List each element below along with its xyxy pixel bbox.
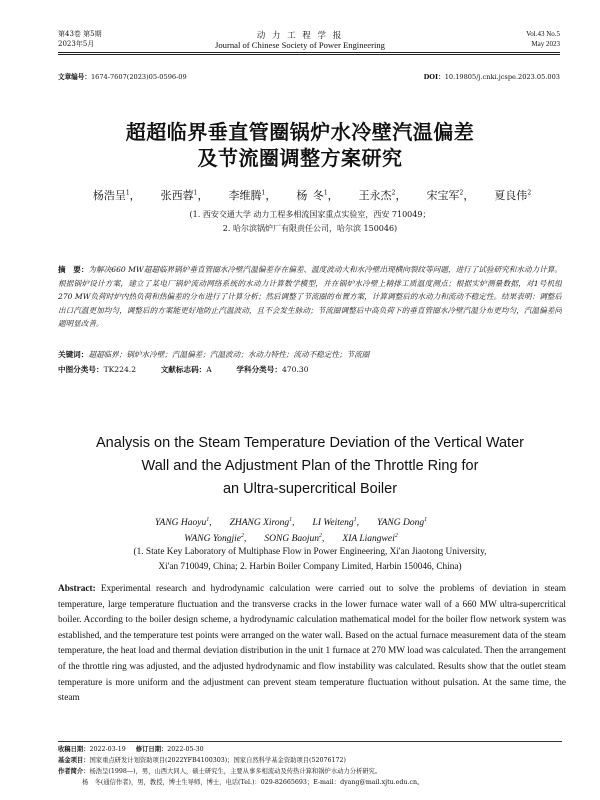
- author-en-name: WANG Yongjie: [184, 534, 242, 545]
- author-en-name: XIA Liangwei: [342, 534, 395, 545]
- author-cn-separator: ，: [327, 189, 339, 202]
- doc-code-value: A: [206, 365, 212, 374]
- author-cn: [359, 189, 407, 202]
- footnote-correspondence: [58, 778, 566, 789]
- author-cn-affil-mark: 2: [459, 189, 464, 197]
- header-date-en: May 2023: [531, 40, 560, 48]
- author-en-affil-mark: 1: [353, 517, 357, 523]
- author-cn-affil-mark: 1: [125, 189, 130, 197]
- classification-cn: [58, 364, 562, 376]
- author-cn-separator: ，: [197, 189, 209, 202]
- abstract-cn: [58, 263, 562, 347]
- author-cn-affil-mark: 2: [391, 189, 396, 197]
- title-en-line1: Analysis on the Steam Temperature Deviation of the Vertical Water: [96, 435, 524, 451]
- keywords-cn: [58, 349, 562, 361]
- header-journal-en: Journal of Chinese Society of Power Engineering: [215, 40, 385, 50]
- author-en: SONG Baojun$^2$,: [264, 533, 325, 545]
- author-en: ZHANG Xirong$^1$,: [229, 517, 295, 529]
- author-en: WANG Yongjie$^2$,: [184, 533, 247, 545]
- doi-value: 10.19805/j.cnki.jcspe.2023.05.003: [444, 73, 560, 81]
- author-cn-separator: ，: [265, 189, 277, 202]
- abstract-en-label: Abstract:: [58, 584, 96, 594]
- bio-text: 杨浩呈(1998—)，男，山西大同人，硕士研究生，主要从事多相流动及传热计算和锅炉水动力分析研究。: [89, 768, 382, 775]
- article-number: [58, 73, 187, 81]
- author-cn: [93, 189, 141, 202]
- author-cn-affil-mark: 2: [527, 189, 532, 197]
- author-cn-name: 宋宝军: [426, 189, 460, 202]
- fund-label: 基金项目：: [58, 757, 90, 764]
- abstract-en: [58, 582, 566, 738]
- author-cn-name: 夏良伟: [494, 189, 528, 202]
- corr-text: 男，教授，博士生导师，博士，电话(Tel.)：029-82665693；E-mail：dyang@mail.xjtu.edu.cn。: [137, 779, 424, 786]
- authors-cn: [62, 187, 582, 203]
- header-rule-bottom: [58, 54, 560, 55]
- author-cn-separator: ，: [463, 189, 475, 202]
- doc-code-label: 文献标志码：: [160, 365, 207, 374]
- author-cn: [296, 189, 338, 202]
- bio-label: 作者简介：: [58, 768, 90, 775]
- author-en: [377, 518, 427, 528]
- affiliation-cn-line2: 2. 哈尔滨锅炉厂有限责任公司，哈尔滨 150046): [222, 224, 398, 233]
- revised-label: 修订日期：: [135, 746, 168, 753]
- author-en-affil-mark: 2: [241, 533, 245, 539]
- doi: [424, 73, 560, 81]
- corr-label: 杨 冬(通信作者)，: [82, 779, 138, 786]
- author-cn-name: 杨 冬: [296, 189, 324, 202]
- keywords-cn-label: 关键词：: [58, 350, 89, 359]
- keywords-cn-text: 超超临界；锅炉水冷壁；汽温偏差；汽温波动；水动力特性；流动不稳定性；节流圈: [88, 350, 370, 359]
- author-cn-affil-mark: 1: [261, 189, 266, 197]
- author-cn: [494, 189, 531, 202]
- article-number-label: 文章编号：: [58, 73, 91, 81]
- fund-text: 国家重点研发计划资助项目(2022YFB4100303)；国家自然科学基金资助项目(52076172): [89, 757, 347, 764]
- title-cn-line2: 及节流圈调整方案研究: [197, 146, 403, 170]
- header-date-cn: 2023年5月: [58, 40, 95, 48]
- author-en-affil-mark: 1: [424, 517, 428, 523]
- author-cn-affil-mark: 1: [323, 189, 328, 197]
- footnote-fund: [58, 756, 566, 767]
- footnote-bio: [58, 767, 566, 778]
- author-en-name: LI Weiteng: [312, 518, 354, 529]
- header-rule-top: [58, 52, 560, 53]
- subject-label: 学科分类号：: [236, 365, 282, 374]
- author-cn: [161, 189, 209, 202]
- clc-value: TK224.2: [103, 365, 137, 374]
- author-cn-name: 王永杰: [358, 189, 392, 202]
- article-number-value: 1674-7607(2023)05-0596-09: [90, 73, 187, 81]
- affiliation-en-line1: (1. State Key Laboratory of Multiphase Flow in Power Engineering, Xi'an Jiaotong University,: [133, 547, 487, 557]
- author-en: YANG Haoyu$^1$,: [154, 517, 212, 529]
- title-en-line3: an Ultra-supercritical Boiler: [222, 481, 398, 497]
- received-label: 收稿日期：: [58, 746, 90, 753]
- footnote-dates: [58, 745, 566, 756]
- title-cn-line1: 超超临界垂直管圈锅炉水冷壁汽温偏差: [125, 120, 475, 144]
- author-en-affil-mark: 2: [394, 533, 398, 539]
- author-cn-separator: ，: [129, 189, 141, 202]
- revised-date: 2022-05-30: [167, 746, 204, 753]
- affiliation-en-line2: Xi'an 710049, China; 2. Harbin Boiler Company Limited, Harbin 150046, China): [158, 562, 462, 572]
- author-cn: [229, 189, 277, 202]
- subject-value: 470.30: [281, 365, 309, 374]
- author-en-affil-mark: 2: [319, 533, 323, 539]
- abstract-en-text: Experimental research and hydrodynamic calculation were carried out to solve the problems of deviation in steam temperature, large temperature fluctuation and the transverse cracks in the lower furnace water wall of a 660 MW ultra-supercritical boiler. According to the boiler design scheme, a hydrodynamic calculation mathematical model for the boiler flow network system was established, and the temperature test points were arranged on the water wall. Based on the actual furnace measurement data of the steam temperature, the heat load and thermal deviation distribution in the unit 1 furnace at 270 MW load was calculated. Then the arrangement of the throttle ring was adjusted, and the adjusted hydrodynamic and flow instability was calculated. Results show that the outlet steam temperature is more uniform and the adjustment can prevent steam temperature fluctuation without pulsation. At the same time, the steam: [58, 584, 566, 704]
- author-en: LI Weiteng$^1$,: [312, 517, 359, 529]
- footnote-rule: [58, 741, 562, 742]
- doi-label: DOI：: [423, 73, 445, 81]
- author-cn-affil-mark: 1: [193, 189, 198, 197]
- author-en-name: YANG Haoyu: [154, 518, 207, 529]
- author-en: [342, 534, 397, 544]
- author-en-affil-mark: 1: [289, 517, 293, 523]
- header-volume-cn: 第43卷 第5期: [58, 30, 102, 38]
- clc-label: 中图分类号：: [58, 365, 104, 374]
- author-cn-name: 李维腾: [228, 189, 262, 202]
- header-journal-cn: 动 力 工 程 学 报: [256, 31, 344, 41]
- received-date: 2022-03-19: [89, 746, 126, 753]
- header-volume-en: Vol.43 No.5: [526, 30, 560, 38]
- author-en-name: ZHANG Xirong: [229, 518, 290, 529]
- author-cn: [426, 189, 474, 202]
- author-cn-name: 杨浩呈: [92, 189, 126, 202]
- author-en-affil-mark: 1: [206, 517, 210, 523]
- affiliation-cn-line1: (1. 西安交通大学 动力工程多相流国家重点实验室，西安 710049；: [189, 210, 431, 219]
- author-en-name: SONG Baojun: [264, 534, 320, 545]
- author-cn-separator: ，: [395, 189, 407, 202]
- author-cn-name: 张西蓉: [160, 189, 194, 202]
- abstract-cn-label: 摘 要：: [58, 265, 89, 274]
- author-en-name: YANG Dong: [376, 518, 425, 529]
- abstract-cn-text: 为解决660 MW超超临界锅炉垂直管圈水冷壁汽温偏差存在偏差、温度波动大和水冷壁出现横向裂纹等问题，进行了试验研究和水动力计算。根据锅炉设计方案，建立了某电厂锅炉流动网络系统的水动力计算数学模型，并在锅炉水冷壁上精排工质温度测点；根据实炉测量数据，对1号机组270 MW负荷时炉内热负荷和热偏差的分布进行了计算分析；然后调整了节流圈的布置方案，计算调整后的水动力和流动不稳定性。结果表明：调整后出口汽温更加均匀，调整后的方案能更好地防止汽温波动，且不会发生脉动；节流圈调整后中高负荷下的垂直管圈水冷壁汽温分布更均匀，汽温偏差问题明显改善。: [58, 265, 562, 329]
- title-en-line2: Wall and the Adjustment Plan of the Throttle Ring for: [141, 458, 479, 474]
